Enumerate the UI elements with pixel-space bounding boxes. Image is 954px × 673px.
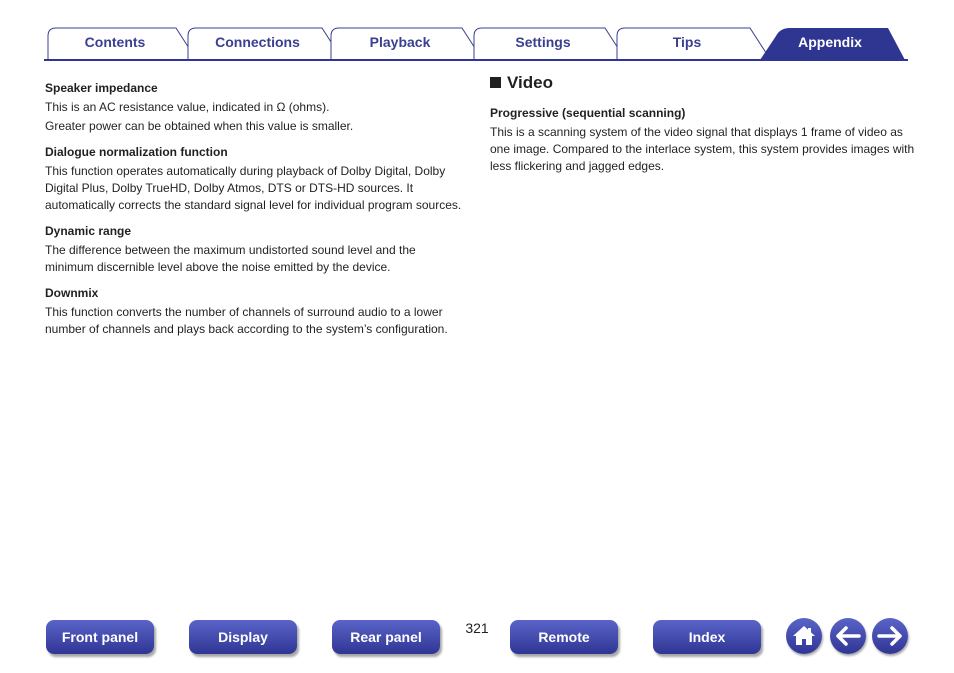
- forward-button[interactable]: [872, 618, 908, 654]
- tab-settings[interactable]: Settings: [515, 34, 571, 50]
- rear-panel-button[interactable]: Rear panel: [332, 620, 440, 654]
- square-bullet-icon: [490, 77, 501, 88]
- home-button[interactable]: [786, 618, 822, 654]
- tab-connections[interactable]: Connections: [215, 34, 300, 50]
- term-dynamic-range: Dynamic range: [45, 224, 132, 238]
- index-button[interactable]: Index: [653, 620, 761, 654]
- dynamic-range-text: The difference between the maximum undistorted sound level and the minimum discernible level above the noise emitted by the device.: [45, 243, 416, 274]
- arrow-left-icon: [830, 618, 866, 654]
- tab-outlines: [0, 0, 954, 64]
- tab-appendix[interactable]: Appendix: [798, 34, 862, 50]
- section-heading-video: [490, 72, 920, 92]
- tab-contents[interactable]: Contents: [84, 34, 146, 50]
- home-icon: [786, 618, 822, 654]
- remote-button[interactable]: Remote: [510, 620, 618, 654]
- arrow-right-icon: [872, 618, 908, 654]
- section-title: Video: [507, 72, 553, 92]
- speaker-impedance-text-2: Greater power can be obtained when this value is smaller.: [45, 119, 354, 133]
- term-progressive: Progressive (sequential scanning): [490, 106, 686, 120]
- downmix-text: This function converts the number of channels of surround audio to a lower number of channels and plays back according to the system’s configuration.: [45, 305, 448, 336]
- left-column: [45, 80, 465, 338]
- tab-tips[interactable]: Tips: [672, 34, 702, 50]
- page-number: 321: [465, 620, 489, 636]
- display-button[interactable]: Display: [189, 620, 297, 654]
- back-button[interactable]: [830, 618, 866, 654]
- progressive-text: This is a scanning system of the video signal that displays 1 frame of video as one image. Compared to the interlace system, this system provides images with less flickering and jagged edges.: [490, 125, 915, 173]
- tab-playback[interactable]: Playback: [369, 34, 431, 50]
- term-dialogue-normalization: Dialogue normalization function: [45, 145, 228, 159]
- term-speaker-impedance: Speaker impedance: [45, 81, 158, 95]
- speaker-impedance-text-1: This is an AC resistance value, indicated in Ω (ohms).: [45, 100, 330, 114]
- right-column: [490, 72, 920, 175]
- front-panel-button[interactable]: Front panel: [46, 620, 154, 654]
- tab-bar: [0, 0, 954, 64]
- term-downmix: Downmix: [45, 286, 99, 300]
- dialogue-normalization-text: This function operates automatically during playback of Dolby Digital, Dolby Digital Plus, Dolby TrueHD, Dolby Atmos, DTS or DTS-HD sources. It automatically corrects the standard signal level for individual program sources.: [45, 164, 462, 212]
